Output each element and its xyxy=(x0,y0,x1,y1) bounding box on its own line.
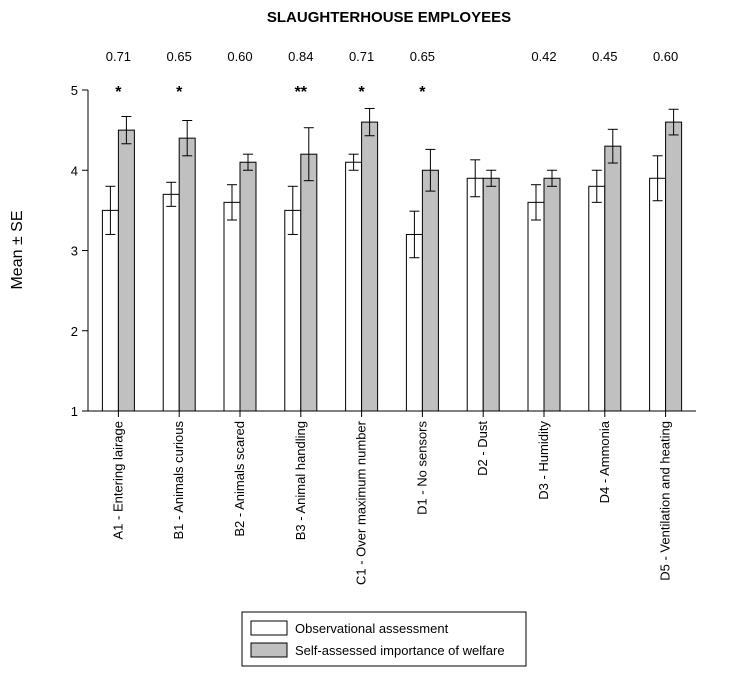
bar-self-assessed xyxy=(240,162,256,411)
bar-observational xyxy=(224,202,240,411)
bar-observational xyxy=(346,162,362,411)
bar-observational xyxy=(163,194,179,411)
correlation-label: 0.45 xyxy=(592,49,618,64)
bar-observational xyxy=(406,234,422,411)
bar-observational xyxy=(589,186,605,411)
correlation-label: 0.65 xyxy=(409,49,436,64)
y-axis-title: Mean ± SE xyxy=(9,210,26,290)
bar-observational xyxy=(467,178,483,411)
bar-self-assessed xyxy=(301,154,317,411)
bar-self-assessed xyxy=(483,178,499,411)
bar-self-assessed xyxy=(179,138,195,411)
category-label: D2 - Dust xyxy=(475,421,491,476)
bar-observational xyxy=(650,178,666,411)
bar-self-assessed xyxy=(544,178,560,411)
category-label: A1 - Entering lairage xyxy=(110,421,126,540)
legend xyxy=(242,612,526,666)
significance-label: * xyxy=(358,84,365,101)
y-ticks xyxy=(71,83,88,419)
category-label: B1 - Animals curious xyxy=(171,421,187,540)
bar-self-assessed xyxy=(362,122,378,411)
legend-swatch-observational xyxy=(251,621,287,635)
chart-title: SLAUGHTERHOUSE EMPLOYEES xyxy=(266,9,512,26)
bar-self-assessed xyxy=(118,130,134,411)
legend-swatch-self-assessed xyxy=(251,643,287,657)
category-labels xyxy=(110,411,672,585)
y-tick-label: 5 xyxy=(70,83,78,98)
category-label: D4 - Ammonia xyxy=(596,421,612,504)
correlation-label: 0.71 xyxy=(105,49,132,64)
category-label: B2 - Animals scared xyxy=(232,421,247,537)
annotations xyxy=(106,49,679,101)
category-label: D3 - Humidity xyxy=(536,421,551,500)
y-tick-label: 4 xyxy=(70,163,78,179)
significance-label: * xyxy=(115,84,122,101)
significance-label: ** xyxy=(294,84,308,101)
bar-self-assessed xyxy=(666,122,682,411)
correlation-label: 0.65 xyxy=(166,49,192,64)
y-tick-label: 1 xyxy=(70,404,78,419)
bar-observational xyxy=(102,210,118,411)
correlation-label: 0.42 xyxy=(531,49,557,64)
category-label: C1 - Over maximum number xyxy=(353,421,369,585)
bars xyxy=(102,122,681,411)
legend-label-observational: Observational assessment xyxy=(295,621,449,636)
bar-self-assessed xyxy=(605,146,621,411)
category-label: B3 - Animal handling xyxy=(292,421,308,541)
significance-label: * xyxy=(419,84,426,101)
correlation-label: 0.60 xyxy=(227,49,253,64)
significance-label: * xyxy=(176,84,183,101)
bar-observational xyxy=(528,202,544,411)
y-tick-label: 3 xyxy=(70,243,78,259)
y-tick-label: 2 xyxy=(70,323,78,339)
category-label: D5 - Ventilation and heating xyxy=(657,421,673,581)
correlation-label: 0.71 xyxy=(348,49,375,64)
correlation-label: 0.60 xyxy=(652,49,679,64)
legend-label-self-assessed: Self-assessed importance of welfare xyxy=(295,643,505,658)
bar-observational xyxy=(285,210,301,411)
correlation-label: 0.84 xyxy=(288,49,314,64)
category-label: D1 - No sensors xyxy=(414,421,430,515)
bar-self-assessed xyxy=(422,170,438,411)
